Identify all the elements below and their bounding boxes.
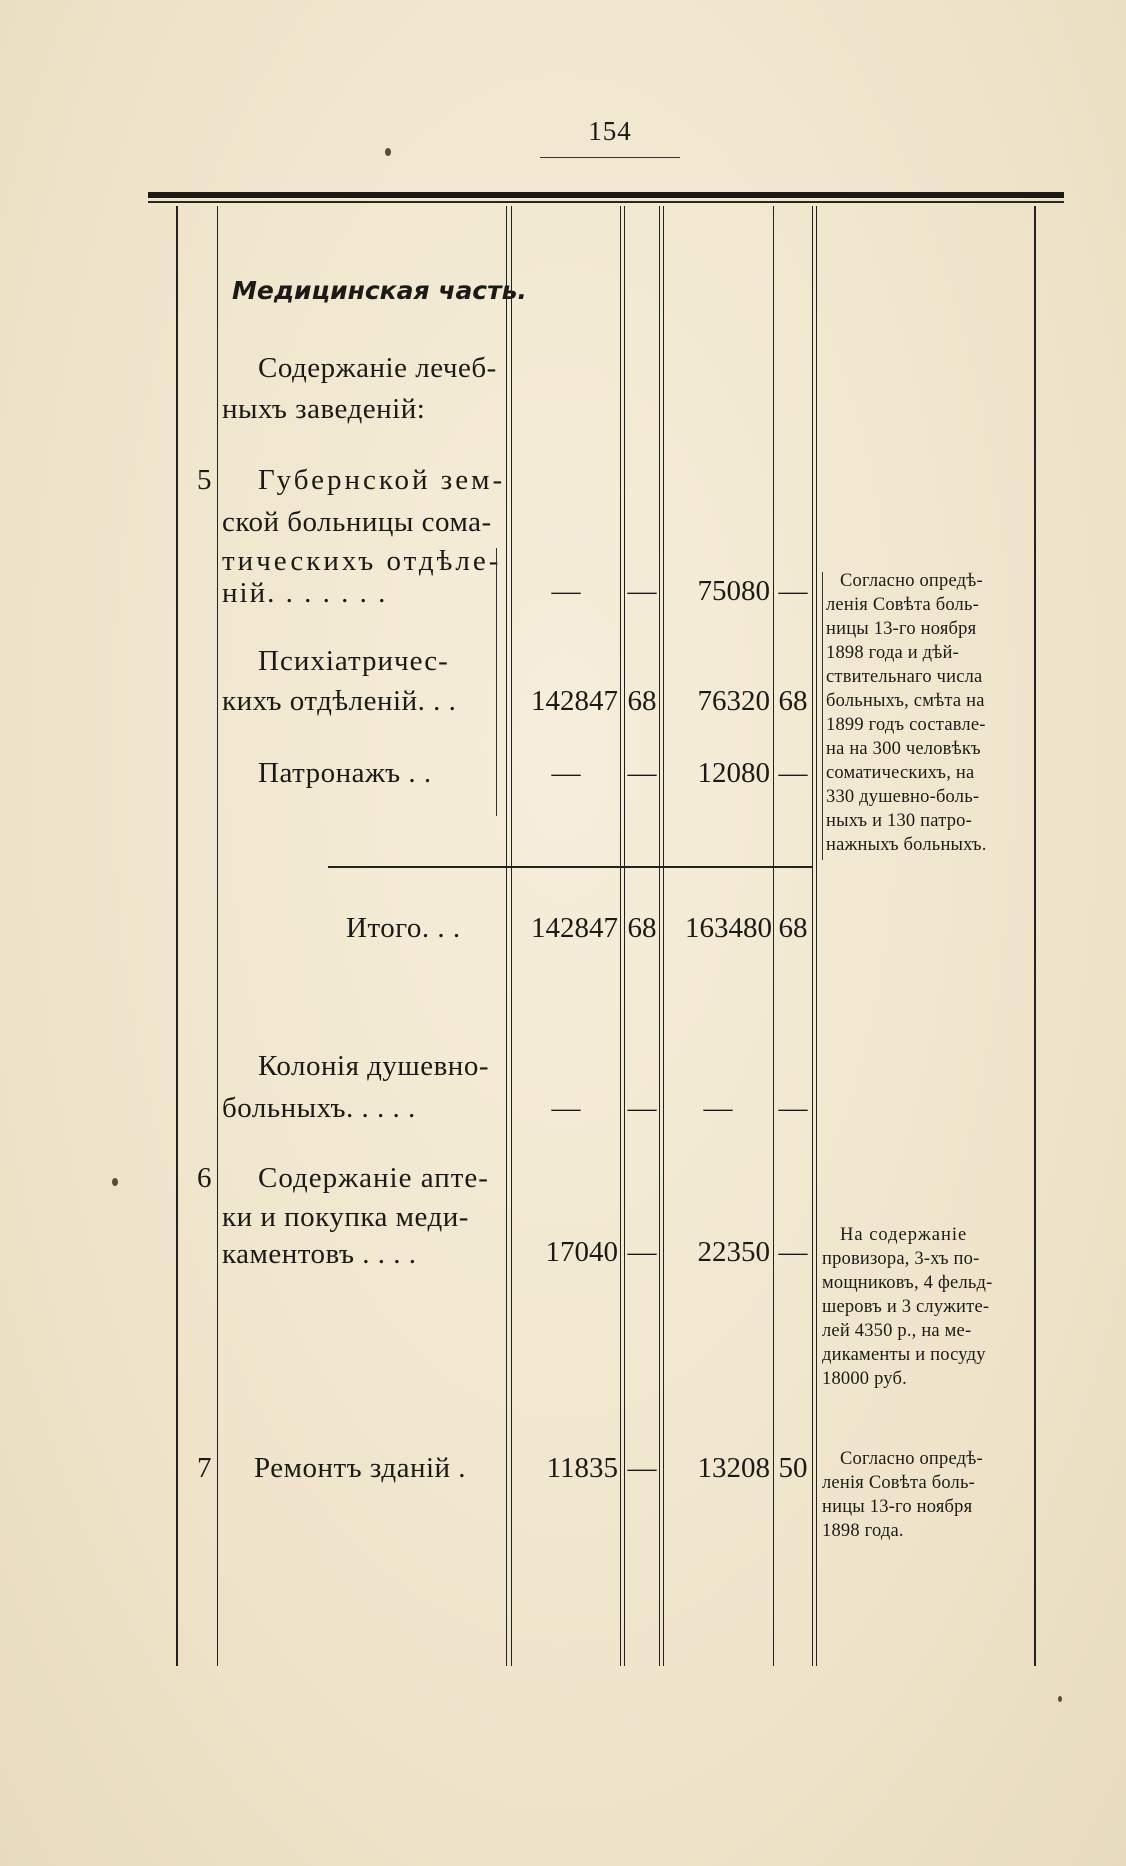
row-5-label-line3: тическихъ отдѣле- xyxy=(222,545,502,577)
total-label: Итого. . . xyxy=(346,912,461,944)
row-5-col1-kop: — xyxy=(627,575,657,607)
column-rule-col2-end-b xyxy=(816,206,817,1666)
colony-label-line2: больныхъ. . . . . xyxy=(222,1092,416,1124)
total-col1-rub: 142847 xyxy=(531,912,618,944)
psych-label-line1: Психіатричес- xyxy=(258,645,449,677)
note-1-line: нажныхъ больныхъ. xyxy=(826,835,987,855)
column-rule-col1-kop-a xyxy=(620,206,621,1666)
note-1-line: Согласно опредѣ- xyxy=(840,571,983,591)
section-title: Медицинская часть. xyxy=(232,276,527,305)
row-6-number: 6 xyxy=(197,1162,212,1194)
column-rule-right xyxy=(1034,206,1036,1666)
colony-col1-rub: — xyxy=(551,1092,581,1124)
row-5-col2-kop: — xyxy=(778,575,808,607)
psych-col1-kop: 68 xyxy=(627,685,657,717)
row-6-label-line1: Содержаніе апте- xyxy=(258,1162,489,1194)
ink-speck xyxy=(385,148,391,156)
ink-speck xyxy=(1058,1696,1062,1702)
column-rule-left xyxy=(176,206,178,1666)
page-number-underline xyxy=(540,157,680,158)
note-3-line: ницы 13-го ноября xyxy=(822,1497,973,1517)
row-6-col1-kop: — xyxy=(627,1236,657,1268)
note-2-line: дикаменты и посуду xyxy=(822,1345,986,1365)
column-rule-label-a xyxy=(506,206,507,1666)
row-5-label-line4: ній. . . . . . . xyxy=(222,577,388,609)
total-rule xyxy=(328,866,812,868)
note-1-line: ницы 13-го ноября xyxy=(826,619,977,639)
row-5-label-line2: ской больницы сома- xyxy=(222,506,492,538)
note-3-line: 1898 года. xyxy=(822,1521,904,1541)
row-7-number: 7 xyxy=(197,1452,212,1484)
note-2-line: мощниковъ, 4 фельд- xyxy=(822,1273,993,1293)
note-3-line: ленія Совѣта боль- xyxy=(822,1473,975,1493)
colony-col2-rub: — xyxy=(703,1092,733,1124)
note-1-line: ныхъ и 130 патро- xyxy=(826,811,972,831)
note-1-line: 1898 года и дѣй- xyxy=(826,643,959,663)
total-col2-kop: 68 xyxy=(778,912,808,944)
total-col2-rub: 163480 xyxy=(685,912,772,944)
note-1-line: соматическихъ, на xyxy=(826,763,975,783)
colony-col1-kop: — xyxy=(627,1092,657,1124)
psych-col2-rub: 76320 xyxy=(697,685,770,717)
note-1-line: ленія Совѣта боль- xyxy=(826,595,979,615)
row-7-col1-kop: — xyxy=(627,1452,657,1484)
psych-label-line2: кихъ отдѣленій. . . xyxy=(222,685,457,717)
note-2-line: 18000 руб. xyxy=(822,1369,907,1389)
note-1-line: 330 душевно-боль- xyxy=(826,787,980,807)
patron-col2-kop: — xyxy=(778,757,808,789)
patron-label: Патронажъ . . xyxy=(258,757,432,789)
note-1-line: 1899 годъ составле- xyxy=(826,715,986,735)
note-1-line: на на 300 человѣкъ xyxy=(826,739,981,759)
psych-col2-kop: 68 xyxy=(778,685,808,717)
column-rule-number xyxy=(217,206,218,1666)
note-2-line: провизора, 3-хъ по- xyxy=(822,1249,980,1269)
total-col1-kop: 68 xyxy=(627,912,657,944)
ink-speck xyxy=(112,1178,118,1186)
row-5-number: 5 xyxy=(197,464,212,496)
note-2-line: лей 4350 р., на ме- xyxy=(822,1321,972,1341)
row-7-label: Ремонтъ зданій . xyxy=(254,1452,467,1484)
column-rule-col1-end-b xyxy=(663,206,664,1666)
row-7-col2-rub: 13208 xyxy=(697,1452,770,1484)
note-1-line: больныхъ, смѣта на xyxy=(826,691,985,711)
top-thick-rule xyxy=(148,192,1064,198)
patron-col1-kop: — xyxy=(627,757,657,789)
column-rule-col2-end-a xyxy=(812,206,813,1666)
patron-col2-rub: 12080 xyxy=(697,757,770,789)
top-thin-rule xyxy=(148,201,1064,203)
subheading-line1: Содержаніе лечеб- xyxy=(258,352,497,384)
row-7-col1-rub: 11835 xyxy=(546,1452,618,1484)
note-1-line: ствительнаго числа xyxy=(826,667,983,687)
row-5-label-line1: Губернской зем- xyxy=(258,464,506,496)
row-6-col1-rub: 17040 xyxy=(545,1236,618,1268)
row-7-col2-kop: 50 xyxy=(778,1452,808,1484)
row-5-col1-rub: — xyxy=(551,575,581,607)
page-number: 154 xyxy=(588,116,632,146)
colony-label-line1: Колонія душевно- xyxy=(258,1050,489,1082)
row-6-label-line2: ки и покупка меди- xyxy=(222,1201,469,1233)
row-6-col2-kop: — xyxy=(778,1236,808,1268)
note-2-line: На содержаніе xyxy=(840,1225,968,1245)
group-brace xyxy=(496,548,497,816)
note-1-brace xyxy=(822,572,823,860)
row-6-label-line3: каментовъ . . . . xyxy=(222,1238,417,1270)
row-6-col2-rub: 22350 xyxy=(697,1236,770,1268)
note-2-line: шеровъ и 3 служите- xyxy=(822,1297,990,1317)
row-5-col2-rub: 75080 xyxy=(697,575,770,607)
note-3-line: Согласно опредѣ- xyxy=(840,1449,983,1469)
psych-col1-rub: 142847 xyxy=(531,685,618,717)
subheading-line2: ныхъ заведеній: xyxy=(222,393,426,425)
patron-col1-rub: — xyxy=(551,757,581,789)
colony-col2-kop: — xyxy=(778,1092,808,1124)
